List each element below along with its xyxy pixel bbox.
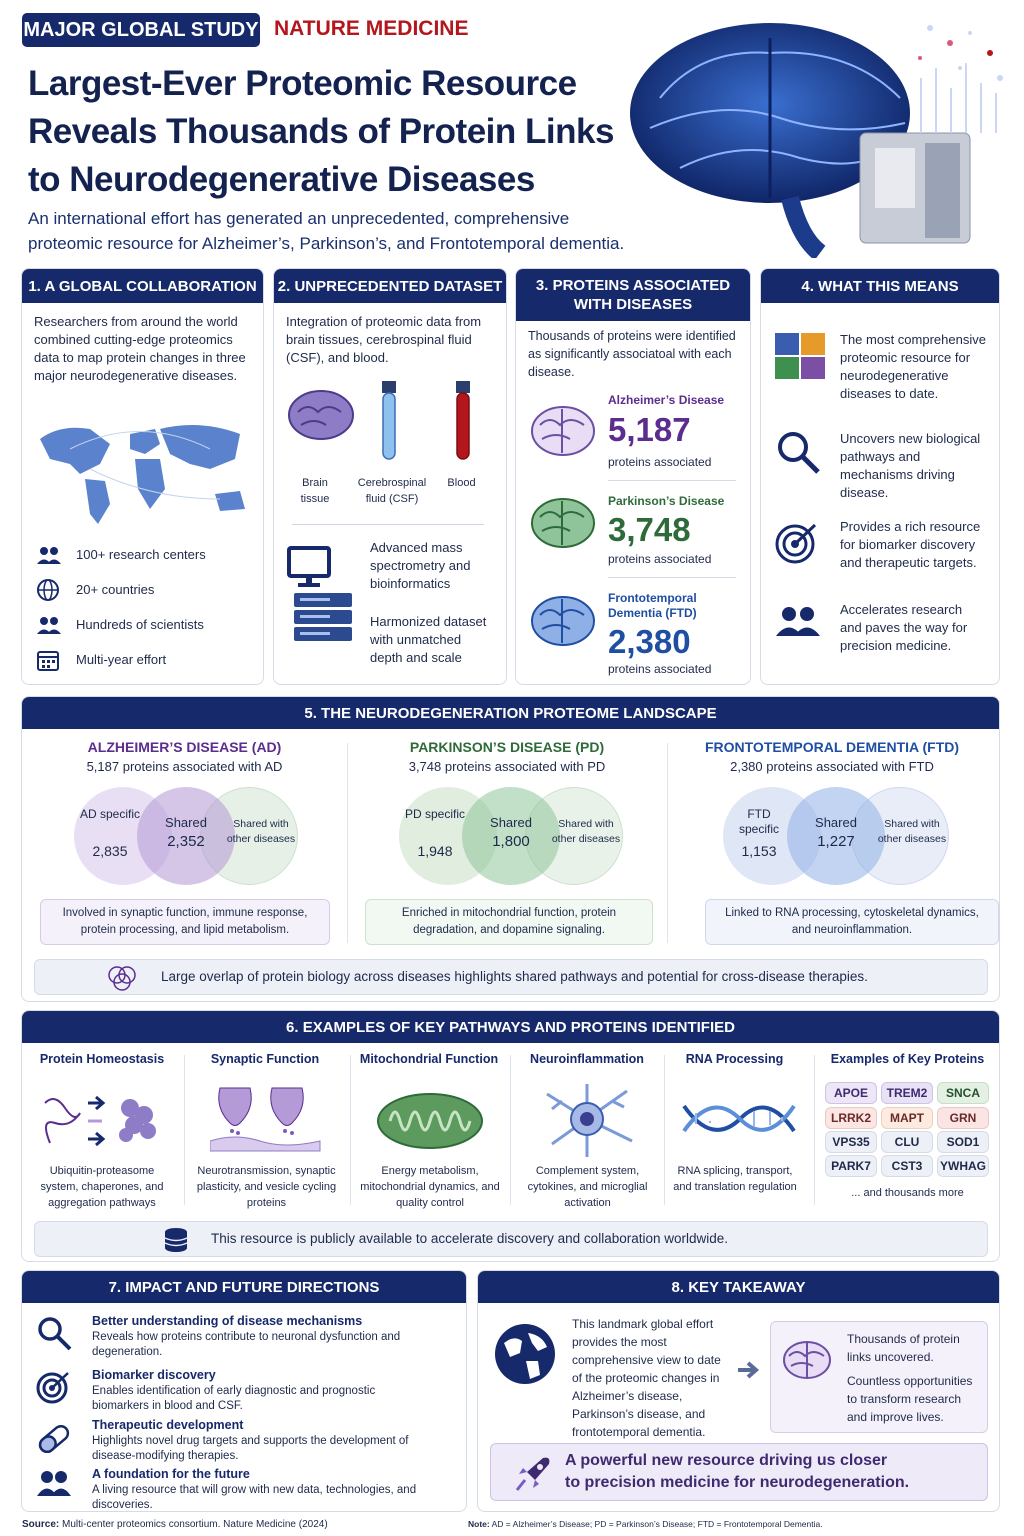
section-proteome-landscape	[21, 696, 1000, 1002]
pathway-desc: Ubiquitin-proteasome system, chaperones, and aggregation pathways	[40, 1165, 164, 1209]
disease-name: Parkinson’s Disease	[608, 494, 725, 508]
section-key-takeaway	[477, 1270, 1000, 1512]
landscape-col-pd	[347, 733, 667, 953]
impact-heading: A foundation for the future	[92, 1467, 250, 1481]
s1-item: Multi-year effort	[76, 652, 167, 667]
pathway-desc: RNA splicing, transport, and translation regulation	[673, 1165, 797, 1193]
venn-shared-label: Shared	[815, 815, 857, 830]
venn-specific-value: 2,835	[92, 843, 128, 859]
brain-illustration	[620, 8, 1015, 258]
venn-shared-value: 2,352	[167, 833, 205, 850]
divider	[510, 1055, 511, 1205]
divider	[814, 1055, 815, 1205]
impact-text: A living resource that will grow with new data, technologies, and discoveries.	[92, 1484, 417, 1511]
disease-count: 3,748 proteins associated with PD	[408, 759, 606, 774]
section-proteins-associated	[515, 268, 751, 685]
section-5-title: 5. THE NEURODEGENERATION PROTEOME LANDSCAPE	[22, 697, 999, 729]
disease-count: 2,380	[608, 623, 691, 660]
protein-chip: GRN	[937, 1107, 989, 1129]
s2-item-1: Advanced mass spectrometry and bioinformatics	[370, 540, 471, 591]
disease-count: 3,748	[608, 511, 691, 548]
section-unprecedented-dataset	[273, 268, 507, 685]
venn-specific-label: FTD specific	[738, 807, 779, 836]
section-6-title: 6. EXAMPLES OF KEY PATHWAYS AND PROTEINS IDENTIFIED	[22, 1011, 999, 1043]
puzzle-icon	[773, 331, 829, 381]
calendar-icon	[36, 648, 62, 672]
disease-title: PARKINSON’S DISEASE (PD)	[409, 739, 605, 755]
s4-item: Accelerates research and paves the way for precision medicine.	[840, 602, 968, 653]
precision-text: A powerful new resource driving us closer to precision medicine for neurodegeneration.	[565, 1452, 910, 1491]
section-global-collaboration	[21, 268, 264, 685]
impact-heading: Therapeutic development	[92, 1418, 244, 1432]
impact-heading: Better understanding of disease mechanisms	[92, 1314, 363, 1328]
disease-note: Enriched in mitochondrial function, protein degradation, and dopamine signaling.	[365, 899, 653, 945]
csf-tube-icon	[374, 379, 404, 464]
protein-chip: VPS35	[825, 1131, 877, 1153]
pathway-title: Synaptic Function	[210, 1052, 320, 1066]
s2-item-2: Harmonized dataset with unmatched depth and scale	[370, 614, 487, 665]
s4-item: The most comprehensive proteomic resource for neurodegenerative diseases to date.	[840, 332, 986, 401]
brain-tissue-label: Brain tissue	[300, 477, 330, 505]
mitochondria-icon	[375, 1091, 485, 1151]
public-banner	[34, 1221, 988, 1257]
section-1-title: 1. A GLOBAL COLLABORATION	[22, 269, 263, 303]
globe-icon	[492, 1321, 558, 1387]
divider	[350, 1055, 351, 1205]
takeaway-point: Thousands of protein links uncovered.	[847, 1332, 960, 1364]
parkinsons-brain-icon	[528, 493, 598, 553]
magnifier-icon	[775, 429, 821, 475]
overlap-banner	[34, 959, 988, 995]
rocket-icon	[513, 1454, 553, 1494]
pathway-title: RNA Processing	[685, 1052, 784, 1066]
section-impact-future	[21, 1270, 467, 1512]
disease-note: Linked to RNA processing, cytoskeletal dynamics, and neuroinflammation.	[705, 899, 999, 945]
more-proteins: ... and thousands more	[851, 1187, 964, 1199]
page-subtitle: An international effort has generated an unprecedented, comprehensive proteomic resource for Alzheimer’s, Parkinson’s, and Frontotemporal dementia.	[28, 209, 625, 253]
divider	[608, 480, 736, 481]
s1-item: 20+ countries	[76, 582, 155, 597]
pathway-title: Mitochondrial Function	[359, 1052, 499, 1066]
protein-chip: TREM2	[881, 1082, 933, 1104]
s1-item: Hundreds of scientists	[76, 617, 204, 632]
public-text: This resource is publicly available to accelerate discovery and collaboration worldwide.	[211, 1231, 729, 1246]
section-2-title: 2. UNPRECEDENTED DATASET	[274, 269, 506, 303]
section-key-pathways	[21, 1010, 1000, 1262]
pathway-title: Neuroinflammation	[530, 1052, 644, 1066]
synapse-icon	[210, 1083, 325, 1153]
proteins-title: Examples of Key Proteins	[830, 1052, 985, 1066]
precision-banner	[490, 1443, 988, 1501]
s4-item: Uncovers new biological pathways and mechanisms driving disease.	[840, 431, 981, 500]
disease-title: FRONTOTEMPORAL DEMENTIA (FTD)	[704, 739, 960, 755]
pathway-desc: Energy metabolism, mitochondrial dynamics, and quality control	[360, 1165, 500, 1209]
takeaway-box	[770, 1321, 988, 1433]
protein-chip: APOE	[825, 1082, 877, 1104]
protein-chip: YWHAG	[937, 1155, 989, 1177]
disease-title: ALZHEIMER’S DISEASE (AD)	[87, 739, 282, 755]
protein-chip: MAPT	[881, 1107, 933, 1129]
venn-specific-value: 1,948	[417, 843, 453, 859]
journal-label: NATURE MEDICINE	[274, 17, 469, 40]
blood-label: Blood	[447, 477, 476, 489]
venn-specific-label: AD specific	[79, 807, 141, 821]
world-map-icon	[30, 419, 258, 529]
landscape-col-ftd	[667, 733, 997, 953]
pill-icon	[36, 1421, 72, 1457]
computer-icon	[286, 545, 336, 589]
disease-note: Involved in synaptic function, immune response, protein processing, and lipid metabolism.	[40, 899, 330, 945]
disease-unit: proteins associated	[608, 552, 712, 566]
overlap-text: Large overlap of protein biology across diseases highlights shared pathways and potential for cross-disease therapies.	[161, 969, 868, 984]
impact-text: Reveals how proteins contribute to neuronal dysfunction and degeneration.	[92, 1331, 401, 1358]
impact-text: Enables identification of early diagnostic and prognostic biomarkers in blood and CSF.	[92, 1385, 376, 1412]
venn-icon	[103, 964, 143, 992]
source-note: Source: Multi-center proteomics consortium. Nature Medicine (2024)	[22, 1519, 328, 1530]
brain-tissue-icon	[286, 387, 356, 447]
alzheimers-brain-icon	[528, 401, 598, 461]
magnifier-icon	[36, 1315, 72, 1351]
disease-unit: proteins associated	[608, 455, 712, 469]
s4-item: Provides a rich resource for biomarker discovery and therapeutic targets.	[840, 519, 981, 570]
divider	[608, 577, 736, 578]
venn-shared-label: Shared	[490, 815, 532, 830]
section-1-text: Researchers from around the world combined cutting-edge proteomics data to map protein changes in three major neurodegenerative diseases.	[34, 314, 246, 383]
protein-chip: PARK7	[825, 1155, 877, 1177]
target-icon	[36, 1369, 72, 1405]
protein-chip: CLU	[881, 1131, 933, 1153]
disease-count: 5,187	[608, 411, 691, 448]
section-7-title: 7. IMPACT AND FUTURE DIRECTIONS	[22, 1271, 466, 1303]
disease-count: 2,380 proteins associated with FTD	[730, 759, 934, 774]
s1-item: 100+ research centers	[76, 547, 206, 562]
takeaway-text: This landmark global effort provides the most comprehensive view to date of the proteomic changes in Alzheimer’s disease, Parkinson’s disease, and frontotemporal dementia.	[572, 1317, 721, 1439]
people-icon	[36, 615, 62, 635]
database-icon	[163, 1227, 189, 1253]
section-2-text: Integration of proteomic data from brain tissues, cerebrospinal fluid (CSF), and blood.	[286, 314, 482, 365]
venn-other-label: Shared with other diseases	[877, 818, 947, 845]
section-4-title: 4. WHAT THIS MEANS	[761, 269, 999, 303]
target-icon	[775, 519, 821, 565]
csf-label: Cerebrospinal fluid (CSF)	[357, 477, 427, 505]
dna-icon	[682, 1091, 797, 1146]
section-3-text: Thousands of proteins were identified as significantly associatoal with each disease.	[528, 329, 736, 379]
venn-shared-value: 1,227	[817, 833, 855, 850]
people-icon	[775, 605, 821, 637]
brain-icon	[781, 1336, 833, 1384]
disease-unit: proteins associated	[608, 662, 712, 676]
section-8-title: 8. KEY TAKEAWAY	[478, 1271, 999, 1303]
pathway-desc: Complement system, cytokines, and microglial activation	[527, 1165, 648, 1209]
people-icon	[36, 1469, 72, 1497]
impact-heading: Biomarker discovery	[92, 1368, 216, 1382]
venn-other-label: Shared with other diseases	[551, 818, 621, 845]
protein-chip: SNCA	[937, 1082, 989, 1104]
divider	[292, 524, 484, 525]
landscape-col-ad	[22, 733, 347, 953]
section-3-title: 3. PROTEINS ASSOCIATED WITH DISEASES	[516, 269, 750, 321]
disease-count: 5,187 proteins associated with AD	[86, 759, 283, 774]
venn-shared-label: Shared	[165, 815, 207, 830]
page-title: Largest-Ever Proteomic Resource Reveals Thousands of Protein Links to Neurodegenerative Diseases	[28, 64, 614, 199]
disease-name: Alzheimer’s Disease	[608, 393, 725, 407]
globe-icon	[36, 578, 62, 602]
ftd-brain-icon	[528, 591, 598, 651]
pathway-desc: Neurotransmission, synaptic plasticity, and vesicle cycling proteins	[196, 1165, 337, 1209]
venn-shared-value: 1,800	[492, 833, 530, 850]
impact-text: Highlights novel drug targets and supports the development of disease-modifying therapies.	[92, 1435, 409, 1462]
disease-name: Frontotemporal Dementia (FTD)	[608, 591, 697, 620]
protein-chip: SOD1	[937, 1131, 989, 1153]
protein-chip: CST3	[881, 1155, 933, 1177]
takeaway-point: Countless opportunities to transform research and improve lives.	[847, 1374, 973, 1424]
blood-tube-icon	[448, 379, 478, 464]
microglia-icon	[532, 1079, 642, 1159]
section-what-this-means	[760, 268, 1000, 685]
people-icon	[36, 545, 62, 565]
arrow-right-icon	[736, 1359, 762, 1381]
venn-specific-value: 1,153	[741, 843, 777, 859]
protein-homeostasis-icon	[40, 1083, 165, 1153]
venn-specific-label: PD specific	[404, 807, 466, 821]
s1-item-list	[36, 537, 261, 677]
server-icon	[292, 591, 356, 643]
divider	[664, 1055, 665, 1205]
protein-chip: LRRK2	[825, 1107, 877, 1129]
pathway-title: Protein Homeostasis	[39, 1052, 165, 1066]
venn-other-label: Shared with other diseases	[226, 818, 296, 845]
abbrev-note: Note: AD = Alzheimer’s Disease; PD = Parkinson’s Disease; FTD = Frontotemporal Dementia.	[468, 1519, 823, 1529]
divider	[184, 1055, 185, 1205]
study-badge: MAJOR GLOBAL STUDY	[22, 13, 260, 47]
